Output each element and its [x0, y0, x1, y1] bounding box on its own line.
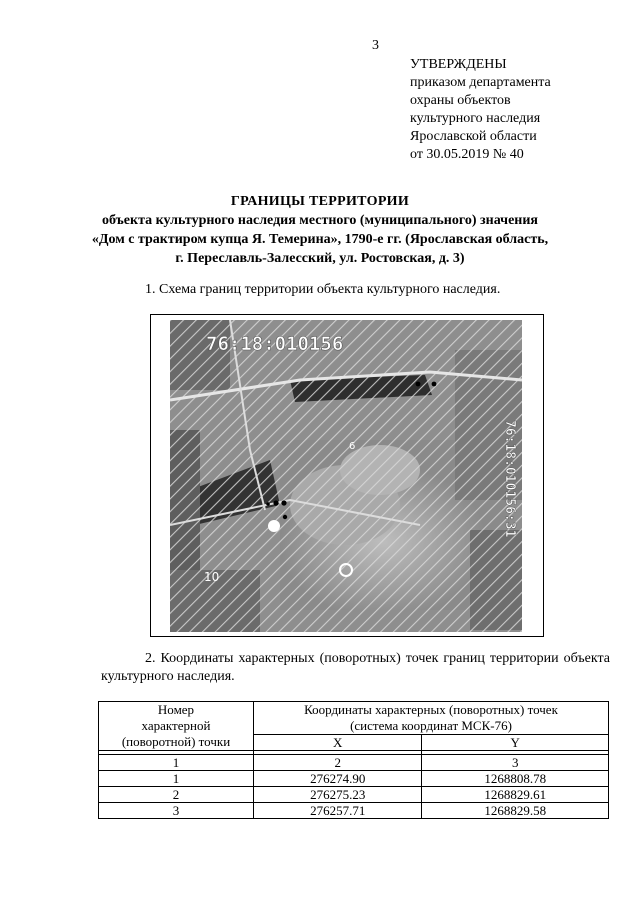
point-x: 276257.71	[254, 803, 422, 819]
header-line: (система координат МСК-76)	[350, 718, 512, 733]
boundary-point-3	[281, 500, 286, 505]
section-2-heading: 2. Координаты характерных (поворотных) точек границ территории объекта культурного наследия.	[101, 651, 610, 684]
point-x: 276274.90	[254, 771, 422, 787]
table-cell: 3	[422, 755, 609, 771]
approval-stamp	[410, 56, 551, 164]
cadastral-number-top: 76:18:010156	[206, 333, 344, 355]
approval-line: культурного наследия	[410, 111, 541, 126]
title-main: ГРАНИЦЫ ТЕРРИТОРИИ	[230, 194, 410, 209]
approval-line: приказом департамента	[410, 75, 551, 90]
page-number: 3	[372, 38, 379, 53]
boundary-point-1	[266, 502, 270, 506]
table-row	[99, 803, 609, 819]
map-marker	[416, 382, 421, 387]
coordinates-table	[98, 701, 609, 819]
map-marker	[283, 515, 287, 519]
approval-line: Ярославской области	[410, 129, 537, 144]
document-title	[90, 192, 550, 268]
map-label-6: 6	[349, 441, 356, 452]
title-line: г. Переславль-Залесский, ул. Ростовская, д. 3)	[175, 251, 465, 266]
map-marker	[432, 382, 437, 387]
table-row	[99, 771, 609, 787]
section-1-heading: 1. Схема границ территории объекта культурного наследия.	[145, 282, 501, 297]
point-x: 276275.23	[254, 787, 422, 803]
header-y: Y	[422, 735, 609, 751]
approval-line: от 30.05.2019 № 40	[410, 147, 524, 162]
header-coordinates	[254, 702, 609, 735]
map-label-10: 10	[204, 570, 220, 584]
table-row	[99, 787, 609, 803]
point-number: 2	[99, 787, 254, 803]
title-line: объекта культурного наследия местного (муниципального) значения	[101, 213, 538, 228]
approval-line: охраны объектов	[410, 93, 511, 108]
header-line: характерной	[141, 718, 211, 733]
point-y: 1268829.61	[422, 787, 609, 803]
approval-line: УТВЕРЖДЕНЫ	[410, 57, 507, 72]
header-line: Номер	[157, 702, 195, 717]
header-point-number	[99, 702, 254, 751]
point-number: 1	[99, 771, 254, 787]
object-highlight	[268, 520, 280, 532]
table-cell: 1	[99, 755, 254, 771]
point-y: 1268808.78	[422, 771, 609, 787]
header-line: (поворотной) точки	[121, 734, 231, 749]
title-line: «Дом с трактиром купца Я. Темерина», 1790-е гг. (Ярославская область,	[91, 232, 549, 247]
point-y: 1268829.58	[422, 803, 609, 819]
point-number: 3	[99, 803, 254, 819]
boundary-point-2	[273, 500, 278, 505]
aerial-photo	[170, 320, 522, 632]
table-cell: 2	[254, 755, 422, 771]
cadastral-number-side: 76:18:010156:31	[502, 420, 517, 538]
territory-map	[150, 314, 544, 637]
header-x: X	[254, 735, 422, 751]
header-line: Координаты характерных (поворотных) точек	[304, 702, 558, 717]
table-index-row	[99, 755, 609, 771]
